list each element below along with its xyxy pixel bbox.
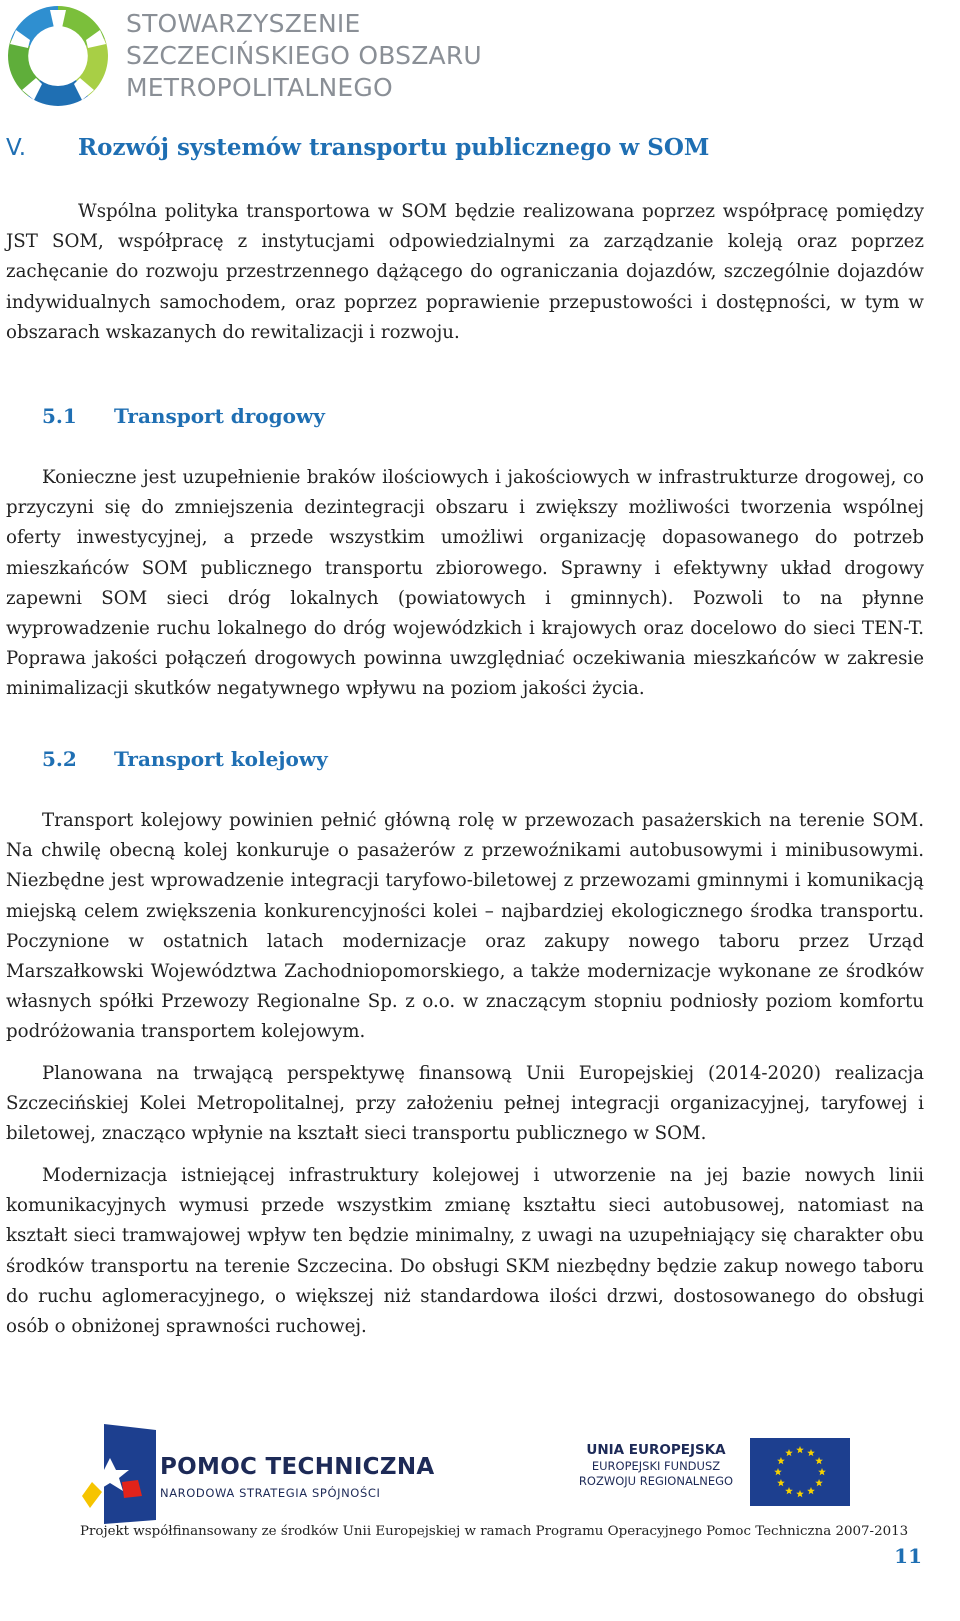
section-number: 5.2 xyxy=(42,747,77,771)
eu-line-1: UNIA EUROPEJSKA xyxy=(586,1442,726,1458)
som-logo-icon xyxy=(4,2,112,110)
section-heading-5-1 xyxy=(42,404,325,428)
eu-line-3: ROZWOJU REGIONALNEGO xyxy=(578,1474,734,1488)
section-heading-5-2 xyxy=(42,747,328,771)
pt-title: POMOC TECHNICZNA xyxy=(160,1454,435,1480)
org-name xyxy=(126,8,482,104)
nss-star-icon xyxy=(82,1424,156,1524)
section-5-2-paragraph-2: Planowana na trwającą perspektywę finansową Unii Europejskiej (2014-2020) realizacja Szczecińskiej Kolei Metropolitalnej, przy założeniu pełnej integracji organizacyjnej, taryfowej i biletowej, znacząco wpłynie na kształt sieci transportu publicznego w SOM. xyxy=(6,1063,924,1145)
page-number: 11 xyxy=(894,1544,922,1568)
eu-line-2: EUROPEJSKI FUNDUSZ xyxy=(591,1459,721,1473)
pt-subtitle: NARODOWA STRATEGIA SPÓJNOŚCI xyxy=(160,1486,381,1500)
org-line-3: METROPOLITALNEGO xyxy=(126,73,393,102)
section-5-2-paragraph-3: Modernizacja istniejącej infrastruktury kolejowej i utworzenie na jej bazie nowych linii komunikacyjnych wymusi przede wszystkim zmianę kształtu sieci autobusowej, natomiast na kształt sieci tramwajowej wpływ ten będzie minimalny, z uwagi na uzupełniający się charakter obu środków transportu na terenie Szczecina. Do obsługi SKM niezbędny będzie zakup nowego taboru do ruchu aglomeracyjnego, o większej niż standardowa ilości drzwi, dostosowanego do obsługi osób o obniżonej sprawności ruchowej. xyxy=(6,1165,924,1338)
chapter-title: Rozwój systemów transportu publicznego w SOM xyxy=(78,134,710,161)
chapter-number: V. xyxy=(6,135,27,161)
footer-note: Projekt współfinansowany ze środków Unii Europejskiej w ramach Programu Operacyjnego Pomoc Techniczna 2007-2013 xyxy=(80,1524,909,1539)
section-title: Transport kolejowy xyxy=(114,747,328,771)
pomoc-techniczna-logo xyxy=(82,1424,435,1524)
eu-logo xyxy=(572,1438,882,1508)
org-line-1: STOWARZYSZENIE xyxy=(126,9,361,38)
eu-flag-icon xyxy=(750,1438,850,1506)
org-line-2: SZCZECIŃSKIEGO OBSZARU xyxy=(126,41,482,70)
header-logo xyxy=(4,2,482,110)
eu-text xyxy=(572,1442,740,1489)
section-number: 5.1 xyxy=(42,404,77,428)
section-title: Transport drogowy xyxy=(114,404,325,428)
chapter-heading xyxy=(6,134,709,161)
intro-paragraph: Wspólna polityka transportowa w SOM będzie realizowana poprzez współpracę pomiędzy JST SOM, współpracę z instytucjami odpowiedzialnymi za zarządzanie koleją oraz poprzez zachęcanie do rozwoju przestrzennego dążącego do ograniczania dojazdów, szczególnie dojazdów indywidualnych samochodem, oraz poprzez poprawienie przepustowości i dostępności, w tym w obszarach wskazanych do rewitalizacji i rozwoju. xyxy=(6,201,924,343)
section-5-1-paragraph: Konieczne jest uzupełnienie braków ilościowych i jakościowych w infrastrukturze drogowej, co przyczyni się do zmniejszenia dezintegracji obszaru i zwiększy możliwości tworzenia wspólnej oferty inwestycyjnej, a przede wszystkim umożliwi organizację dopasowanego do potrzeb mieszkańców SOM publicznego transportu zbiorowego. Sprawny i efektywny układ drogowy zapewni SOM sieci dróg lokalnych (powiatowych i gminnych). Pozwoli to na płynne wyprowadzenie ruchu lokalnego do dróg wojewódzkich i krajowych oraz docelowo do sieci TEN-T. Poprawa jakości połączeń drogowych powinna uwzględniać oczekiwania mieszkańców w zakresie minimalizacji skutków negatywnego wpływu na poziom jakości życia. xyxy=(6,467,924,700)
section-5-2-paragraph-1: Transport kolejowy powinien pełnić główną rolę w przewozach pasażerskich na terenie SOM. Na chwilę obecną kolej konkuruje o pasażerów z przewoźnikami autobusowymi i minibusowymi. Niezbędne jest wprowadzenie integracji taryfowo-biletowej z przewozami gminnymi i komunikacją miejską celem zwiększenia konkurencyjności kolei – najbardziej ekologicznego środka transportu. Poczynione w ostatnich latach modernizacje oraz zakupy nowego taboru przez Urząd Marszałkowski Województwa Zachodniopomorskiego, a także modernizacje wykonane ze środków własnych spółki Przewozy Regionalne Sp. z o.o. w znaczącym stopniu podniosły poziom komfortu podróżowania transportem kolejowym. xyxy=(6,810,924,1043)
